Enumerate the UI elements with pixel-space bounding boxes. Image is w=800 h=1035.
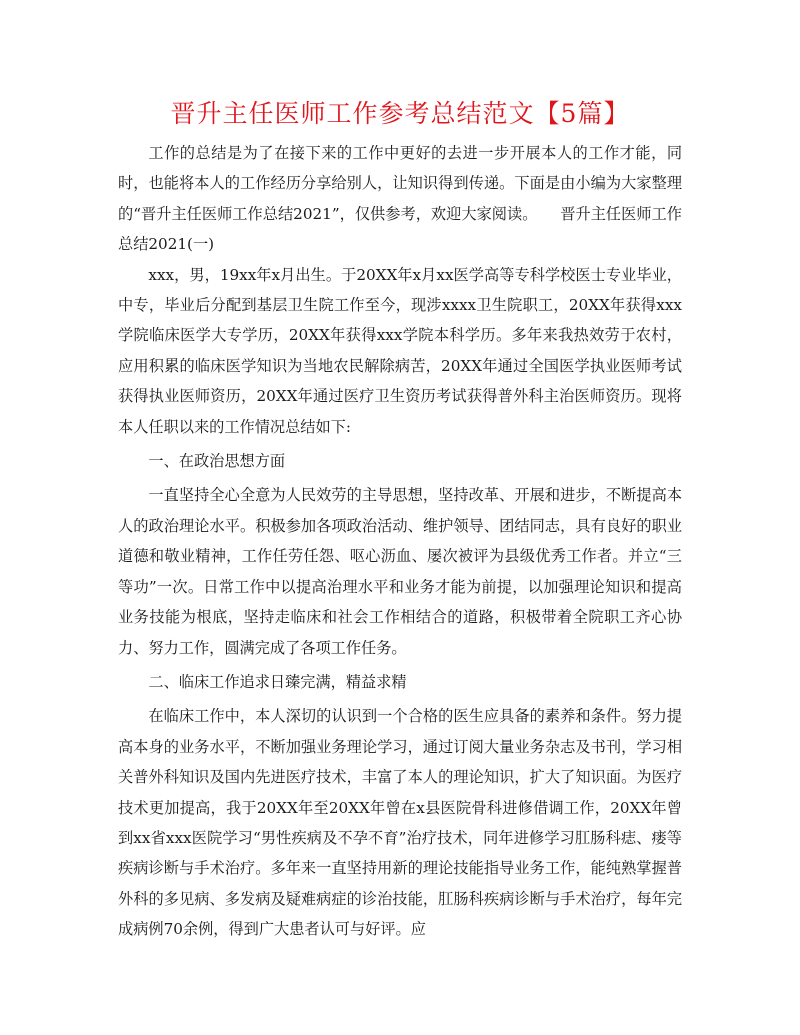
document-title: 晋升主任医师工作参考总结范文【5篇】: [170, 99, 630, 128]
section-heading-clinical: 二、临床工作追求日臻完满，精益求精: [148, 672, 407, 691]
section-heading-politics: 一、在政治思想方面: [148, 452, 286, 471]
section-body-politics: 一直坚持全心全意为人民效劳的主导思想，坚持改革、开展和进步，不断提高本人的政治理论水平。积极参加各项政治活动、维护领导、团结同志，具有良好的职业道德和敬业精神，工作任劳任怨、呕心沥血、屡次被评为县级优秀工作者。并立“三等功”一次。日常工作中以提高治理水平和业务才能为前提，以加强理论知识和提高业务技能为根底，坚持走临床和社会工作相结合的道路，积极带着全院职工齐心协力、努力工作，圆满完成了各项工作任务。: [118, 486, 682, 657]
section-body-clinical: 在临床工作中，本人深切的认识到一个合格的医生应具备的素养和条件。努力提高本身的业务水平，不断加强业务理论学习，通过订阅大量业务杂志及书刊，学习相关普外科知识及国内先进医疗技术，丰富了本人的理论知识，扩大了知识面。为医疗技术更加提高，我于20XX年至20XX年曾在x县医院骨科进修借调工作，20XX年曾到xx省xxx医院学习“男性疾病及不孕不育”治疗技术，同年进修学习肛肠科痣、瘘等疾病诊断与手术治疗。多年来一直坚持用新的理论技能指导业务工作，能纯熟掌握普外科的多见病、多发病及疑难病症的诊治技能，肛肠科疾病诊断与手术治疗，每年完成病例70余例，得到广大患者认可与好评。应: [118, 707, 682, 939]
bio-paragraph: xxx，男，19xx年x月出生。于20XX年x月xx医学高等专科学校医士专业毕业，中专，毕业后分配到基层卫生院工作至今，现涉xxxx卫生院职工，20XX年获得xxx学院临床医学大专学历，20XX年获得xxx学院本科学历。多年来我热效劳于农村，应用积累的临床医学知识为当地农民解除病苦，20XX年通过全国医学执业医师考试获得执业医师资历，20XX年通过医疗卫生资历考试获得普外科主治医师资历。现将本人任职以来的工作情况总结如下:: [118, 265, 682, 436]
document-page: [118, 96, 682, 945]
intro-paragraph: 工作的总结是为了在接下来的工作中更好的去进一步开展本人的工作才能，同时，也能将本人的工作经历分享给别人，让知识得到传递。下面是由小编为大家整理的“晋升主任医师工作总结2021”，仅供参考，欢迎大家阅读。 晋升主任医师工作总结2021(一): [118, 144, 682, 254]
